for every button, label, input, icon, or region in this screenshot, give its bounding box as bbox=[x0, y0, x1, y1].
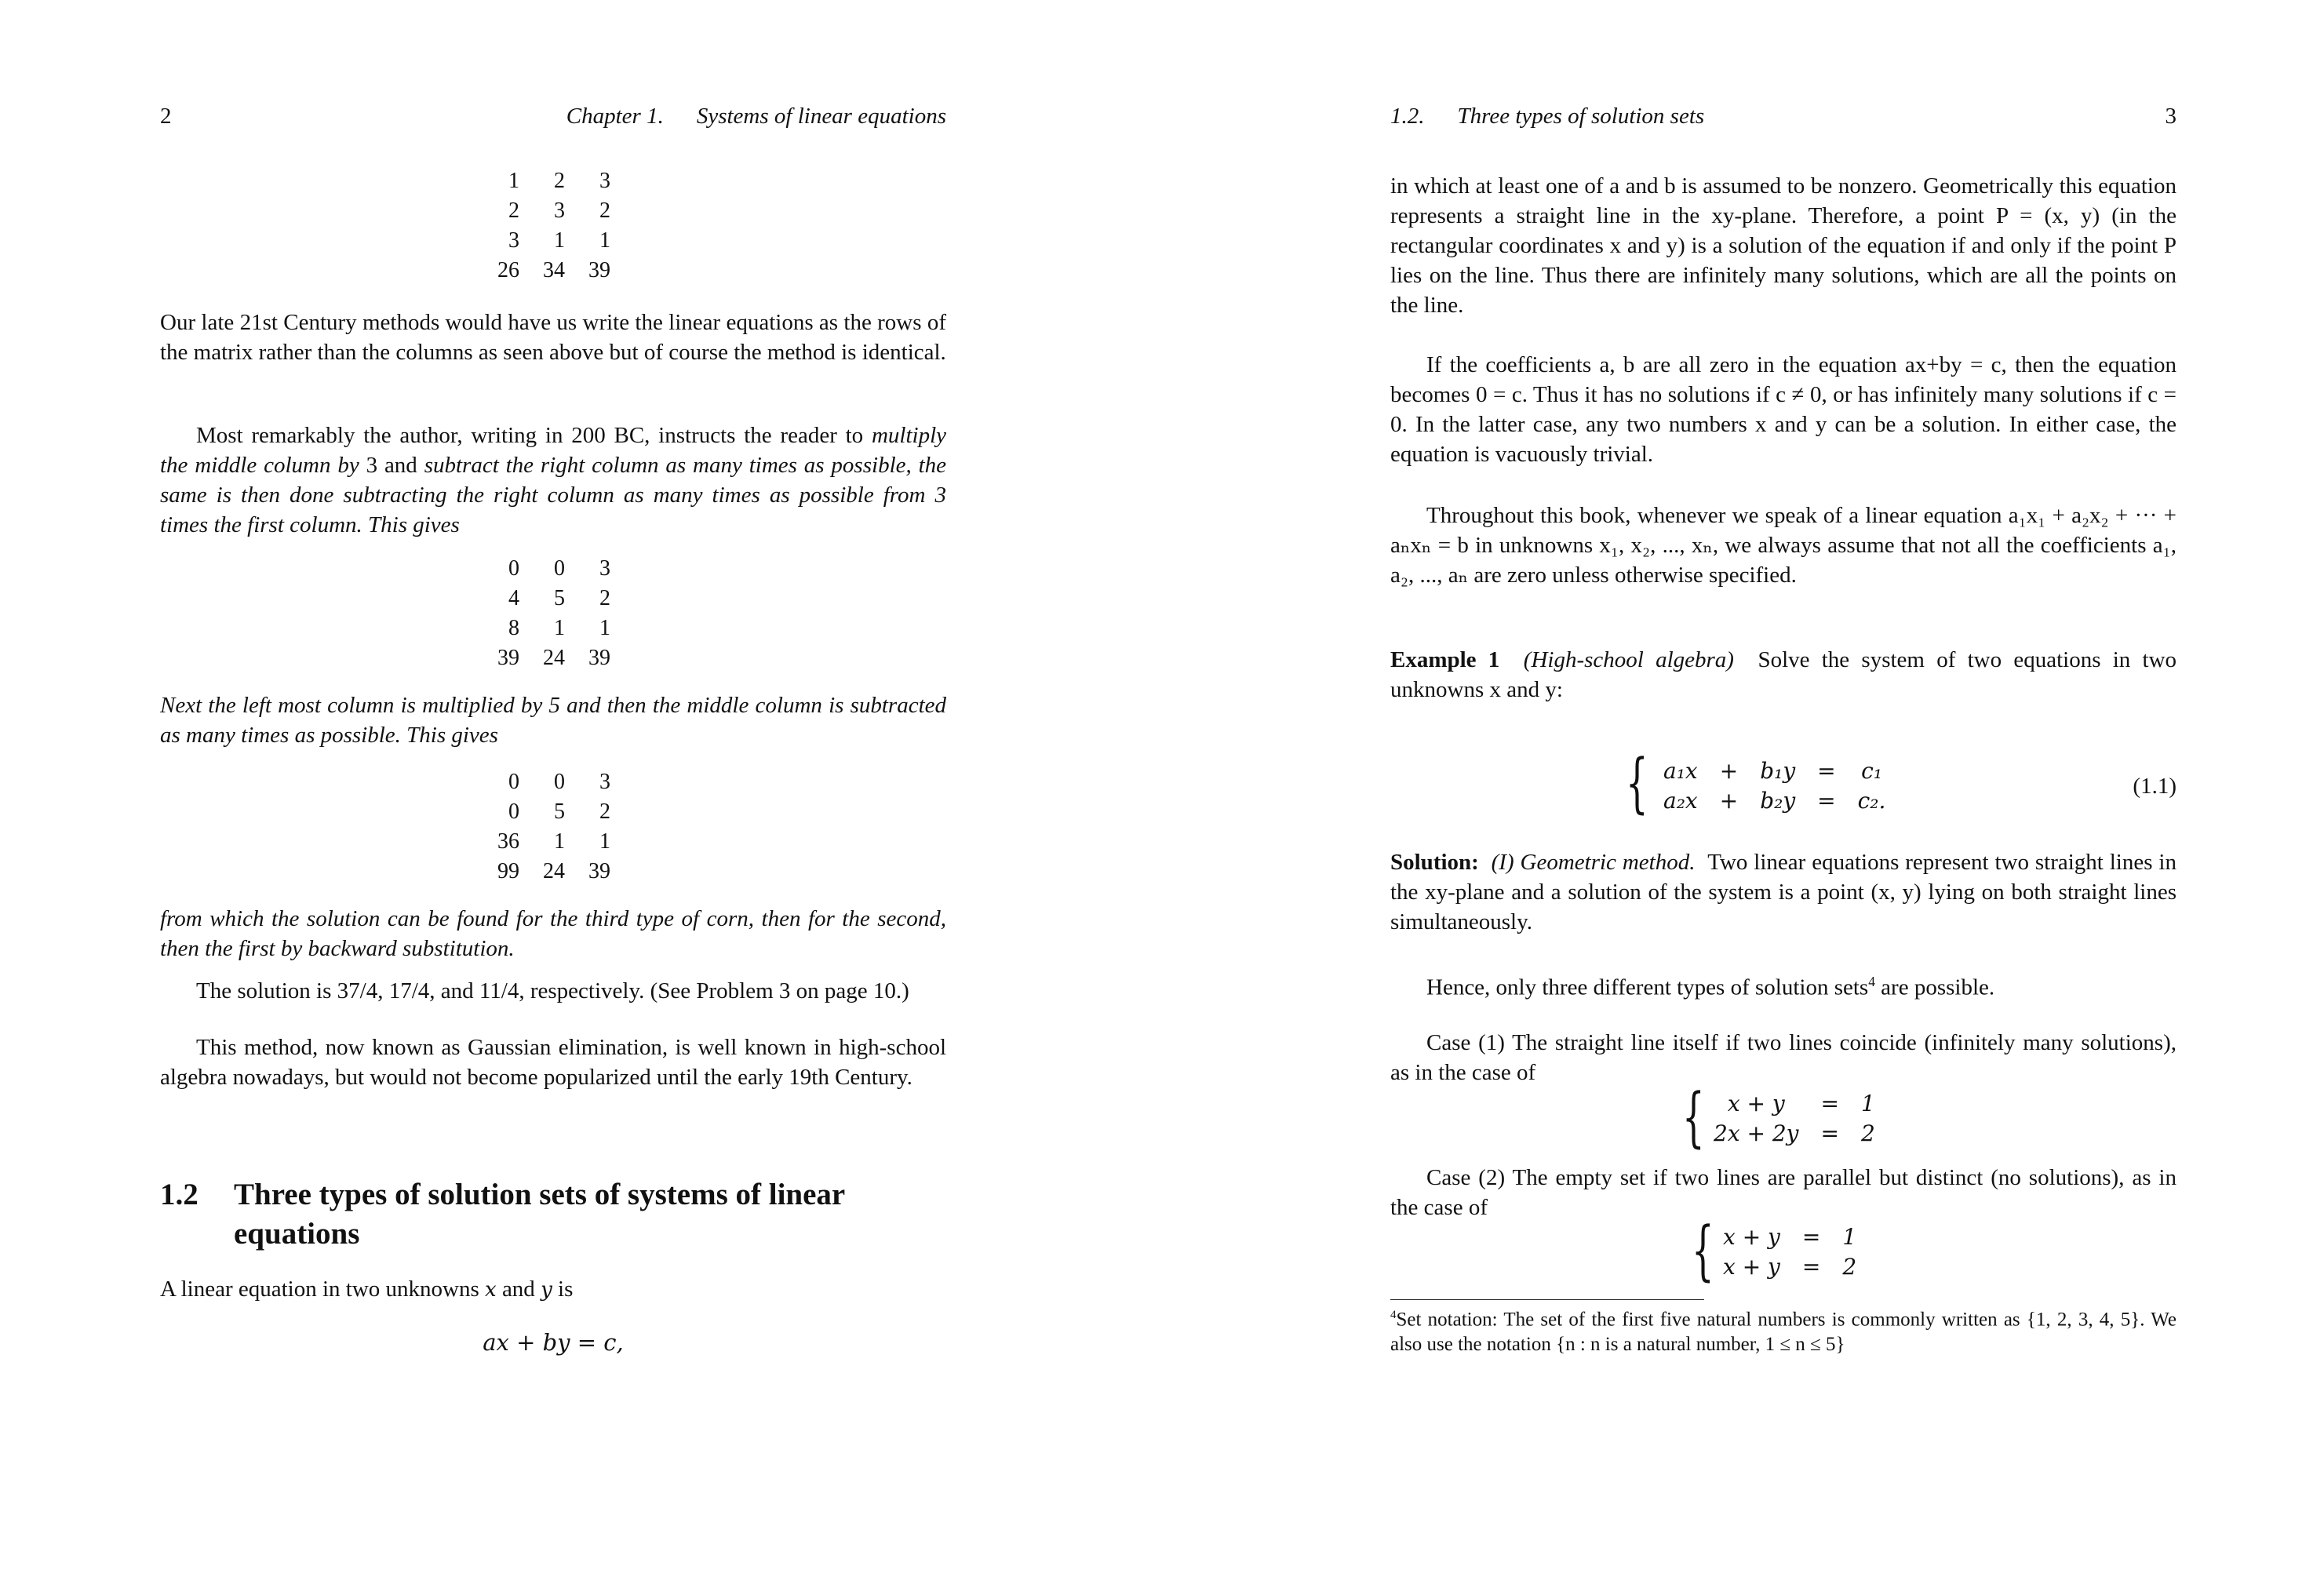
solution-text: Two linear equations represent two straight lines in the xy-plane and a solution of the system is a point (x, y) lying on both straight lines simultaneously. bbox=[1390, 850, 2176, 934]
case-1-paragraph: Case (1) The straight line itself if two lines coincide (infinitely many solutions), as in the case of bbox=[1390, 1030, 2176, 1085]
para7-is: is bbox=[558, 1277, 574, 1302]
matrix-cell: 0 bbox=[508, 799, 519, 824]
footnote-text: Set notation: The set of the first five natural numbers is commonly written as {1, 2, 3, 4, 5}. We also use the notation {n : n is a natural number, 1 ≤ n ≤ 5} bbox=[1390, 1309, 2176, 1356]
right-page bbox=[1390, 0, 2176, 1588]
solution-label: Solution: bbox=[1390, 850, 1479, 875]
left-header-chapter-title: Systems of linear equations bbox=[696, 104, 946, 129]
left-header-chapter: Chapter 1. bbox=[566, 104, 664, 129]
footnote-mark: 4 bbox=[1390, 1309, 1397, 1321]
matrix-row bbox=[482, 797, 618, 827]
left-header-title bbox=[566, 99, 946, 133]
equation-term: = bbox=[1801, 1224, 1821, 1250]
matrix-cell: 0 bbox=[554, 556, 565, 581]
equation-term: = bbox=[1817, 788, 1836, 814]
equation-term: b₁y bbox=[1760, 758, 1796, 784]
right-paragraph-1: in which at least one of a and b is assumed to be nonzero. Geometrically this equation represents a straight line in the xy-plane. Therefore, a point P = (x, y) (in the rectangular coordinates x and y) is a solution of the equation if and only if the point P lies on the line. Thus there are infinitely many solutions, which are all the points on the line. bbox=[1390, 173, 2176, 318]
equation-term: = bbox=[1817, 758, 1836, 784]
para2-and: and bbox=[384, 453, 417, 478]
hence-end: are possible. bbox=[1881, 974, 1995, 1000]
matrix-cell: 26 bbox=[497, 258, 519, 282]
equation-term: = bbox=[1820, 1091, 1839, 1116]
case-1-brace-icon: { bbox=[1682, 1080, 1705, 1155]
left-paragraph-3: Next the left most column is multiplied by 5 and then the middle column is subtracted as many times as possible. This gives bbox=[160, 693, 946, 748]
matrix-1-table bbox=[482, 166, 618, 286]
matrix-cell: 24 bbox=[543, 646, 565, 670]
matrix-cell: 4 bbox=[508, 586, 519, 610]
case-2-paragraph: Case (2) The empty set if two lines are parallel but distinct (no solutions), as in the case of bbox=[1390, 1165, 2176, 1220]
matrix-cell: 2 bbox=[508, 198, 519, 223]
matrix-cell: 36 bbox=[497, 829, 519, 854]
example-1 bbox=[1390, 645, 2176, 705]
matrix-cell: 2 bbox=[599, 799, 610, 824]
equation-term: a₁x bbox=[1663, 758, 1698, 784]
matrix-cell: 3 bbox=[599, 770, 610, 794]
equation-row bbox=[1712, 1222, 1867, 1252]
footnote-reference[interactable]: 4 bbox=[1868, 974, 1875, 989]
matrix-row bbox=[482, 256, 618, 286]
matrix-cell: 39 bbox=[588, 646, 610, 670]
matrix-cell: 99 bbox=[497, 859, 519, 883]
para2-italic-2: subtract the right column as many times as possible, the same is then done subtracting the right column as many times as possible from 3 times the first column. This gives bbox=[160, 453, 947, 537]
right-header-title bbox=[1390, 99, 1704, 133]
equation-term: = bbox=[1820, 1120, 1839, 1146]
matrix-cell: 1 bbox=[554, 228, 565, 253]
matrix-3 bbox=[482, 767, 618, 887]
matrix-row bbox=[482, 584, 618, 614]
matrix-cell: 1 bbox=[508, 169, 519, 193]
equation-row bbox=[1703, 1089, 1886, 1119]
matrix-cell: 24 bbox=[543, 859, 565, 883]
system-brace-icon: { bbox=[1626, 746, 1648, 821]
matrix-row bbox=[482, 857, 618, 887]
equation-term: = bbox=[1801, 1254, 1821, 1280]
case-2-brace-icon: { bbox=[1692, 1214, 1714, 1288]
matrix-2-table bbox=[482, 554, 618, 673]
equation-term: x + y bbox=[1723, 1224, 1780, 1250]
matrix-cell: 3 bbox=[508, 228, 519, 253]
equation-term: 1 bbox=[1860, 1091, 1875, 1116]
para2-number: 3 bbox=[366, 453, 378, 478]
matrix-cell: 34 bbox=[543, 258, 565, 282]
matrix-cell: 0 bbox=[554, 770, 565, 794]
matrix-cell: 39 bbox=[588, 859, 610, 883]
equation-term: a₂x bbox=[1663, 788, 1698, 814]
matrix-row bbox=[482, 226, 618, 256]
matrix-cell: 5 bbox=[554, 586, 565, 610]
equation-term: b₂y bbox=[1760, 788, 1796, 814]
matrix-cell: 3 bbox=[599, 169, 610, 193]
equation-row bbox=[1652, 756, 1896, 786]
right-page-number: 3 bbox=[2165, 104, 2176, 129]
para7-and: and bbox=[501, 1277, 535, 1302]
example-topic: (High-school algebra) bbox=[1523, 647, 1734, 672]
matrix-cell: 3 bbox=[554, 198, 565, 223]
matrix-row bbox=[482, 554, 618, 584]
equation-term: x + y bbox=[1723, 1254, 1780, 1280]
case-1-equations bbox=[1703, 1089, 1886, 1149]
matrix-row bbox=[482, 827, 618, 857]
left-paragraph-4: from which the solution can be found for the third type of corn, then for the second, then the first by backward substitution. bbox=[160, 906, 946, 961]
matrix-cell: 8 bbox=[508, 616, 519, 640]
section-number: 1.2 bbox=[160, 1178, 199, 1211]
equation-term: 2x + 2y bbox=[1714, 1120, 1799, 1146]
matrix-cell: 1 bbox=[599, 616, 610, 640]
case-2-equations bbox=[1712, 1222, 1867, 1282]
matrix-cell: 2 bbox=[599, 586, 610, 610]
system-table bbox=[1652, 756, 1896, 816]
matrix-cell: 1 bbox=[554, 829, 565, 854]
matrix-cell: 39 bbox=[497, 646, 519, 670]
equation-row bbox=[1652, 786, 1896, 816]
hence-paragraph bbox=[1390, 967, 2176, 1003]
para7-var-x: x bbox=[485, 1278, 497, 1302]
solution-method: (I) Geometric method. bbox=[1491, 850, 1696, 875]
matrix-row bbox=[482, 614, 618, 643]
right-header-section-title: Three types of solution sets bbox=[1457, 104, 1705, 129]
matrix-cell: 1 bbox=[599, 228, 610, 253]
matrix-row bbox=[482, 643, 618, 673]
matrix-cell: 2 bbox=[599, 198, 610, 223]
right-running-header bbox=[1390, 99, 2176, 133]
matrix-cell: 0 bbox=[508, 556, 519, 581]
para7-text-a: A linear equation in two unknowns bbox=[160, 1277, 479, 1302]
matrix-1 bbox=[482, 166, 618, 286]
left-paragraph-1: Our late 21st Century methods would have us write the linear equations as the rows of the matrix rather than the columns as seen above but of course the method is identical. bbox=[160, 310, 946, 365]
equation-term: + bbox=[1719, 788, 1739, 814]
para2-intro: Most remarkably the author, writing in 200 BC, instructs the reader to bbox=[196, 423, 864, 448]
left-paragraph-5: The solution is 37/4, 17/4, and 11/4, respectively. (See Problem 3 on page 10.) bbox=[196, 978, 909, 1003]
matrix-cell: 0 bbox=[508, 770, 519, 794]
left-paragraph-6: This method, now known as Gaussian elimination, is well known in high-school algebra nowadays, but would not become popularized until the early 19th Century. bbox=[160, 1035, 946, 1090]
left-paragraph-7 bbox=[160, 1274, 946, 1305]
matrix-row bbox=[482, 196, 618, 226]
matrix-cell: 5 bbox=[554, 799, 565, 824]
equation-number: (1.1) bbox=[2133, 774, 2176, 799]
right-header-section: 1.2. bbox=[1390, 104, 1425, 129]
example-label: Example 1 bbox=[1390, 647, 1500, 672]
equation-term: 2 bbox=[1860, 1120, 1875, 1146]
hence-text: Hence, only three different types of solution sets bbox=[1426, 974, 1869, 1000]
matrix-cell: 2 bbox=[554, 169, 565, 193]
footnote bbox=[1390, 1302, 2176, 1357]
matrix-3-table bbox=[482, 767, 618, 887]
matrix-2 bbox=[482, 554, 618, 673]
linear-equation: ax + by = c, bbox=[483, 1329, 624, 1356]
left-running-header bbox=[160, 99, 946, 133]
matrix-cell: 39 bbox=[588, 258, 610, 282]
example-text: Solve the system of two equations in two unknowns x and y: bbox=[1390, 647, 2177, 702]
right-paragraph-3: Throughout this book, whenever we speak of a linear equation a₁x₁ + a₂x₂ + ··· + aₙxₙ = b in unknowns x₁, x₂, ..., xₙ, we always assume that not all the coefficients a₁, a₂, ..., aₙ are zero unless otherwise specified. bbox=[1390, 503, 2176, 588]
matrix-cell: 3 bbox=[599, 556, 610, 581]
matrix-row bbox=[482, 166, 618, 196]
section-title: Three types of solution sets of systems of linear equations bbox=[234, 1178, 845, 1251]
equation-row bbox=[1712, 1252, 1867, 1282]
equation-term: 2 bbox=[1842, 1254, 1857, 1280]
case-2-table bbox=[1712, 1222, 1867, 1282]
equation-term: c₂. bbox=[1857, 788, 1886, 814]
left-page-number: 2 bbox=[160, 104, 172, 129]
left-paragraph-2 bbox=[160, 421, 946, 540]
matrix-cell: 1 bbox=[599, 829, 610, 854]
matrix-cell: 1 bbox=[554, 616, 565, 640]
equation-term: c₁ bbox=[1861, 758, 1882, 784]
right-paragraph-2: If the coefficients a, b are all zero in the equation ax+by = c, then the equation becomes 0 = c. Thus it has no solutions if c ≠ 0, or has infinitely many solutions if c = 0. In the latter case, any two numbers x and y can be a solution. In either case, the equation is vacuously trivial. bbox=[1390, 352, 2176, 467]
equation-term: x + y bbox=[1727, 1091, 1785, 1116]
matrix-row bbox=[482, 767, 618, 797]
solution-paragraph bbox=[1390, 847, 2176, 937]
system-equations bbox=[1652, 756, 1896, 816]
para2-italic-1: multiply the middle column by bbox=[160, 423, 947, 478]
footnote-rule bbox=[1390, 1299, 1704, 1300]
case-1-table bbox=[1703, 1089, 1886, 1149]
equation-term: + bbox=[1719, 758, 1739, 784]
para7-var-y: y bbox=[541, 1278, 552, 1302]
left-page bbox=[160, 0, 946, 1588]
equation-row bbox=[1703, 1119, 1886, 1149]
equation-term: 1 bbox=[1842, 1224, 1857, 1250]
